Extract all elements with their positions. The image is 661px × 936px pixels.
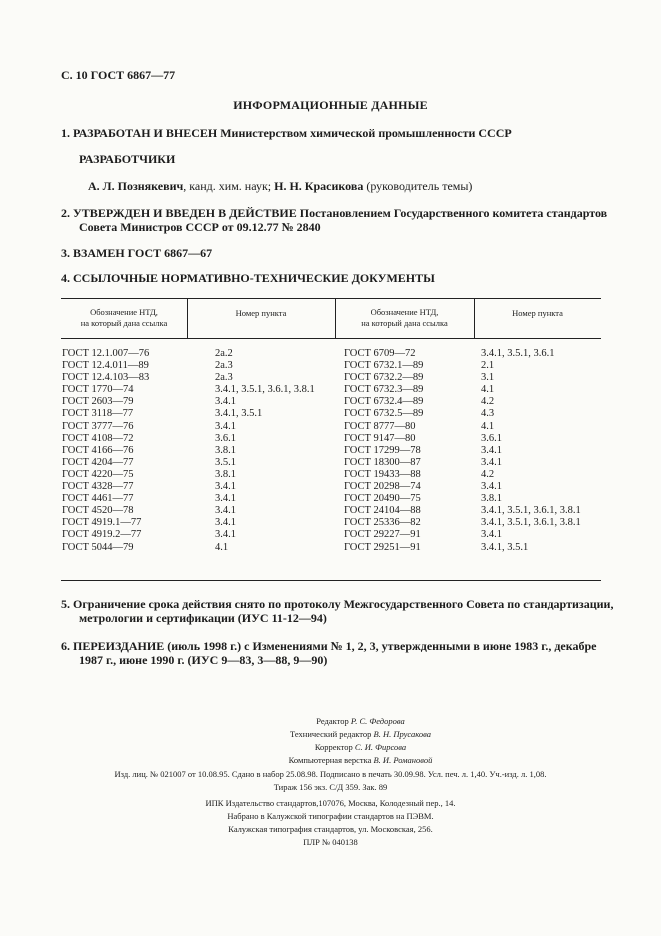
credit-layout-name: В. И. Романовой [373, 755, 433, 765]
table-cell-right-item: 3.6.1 [481, 432, 502, 444]
section-5-line1: 5. Ограничение срока действия снято по протоколу Межгосударственного Совета по стандартизации, [61, 597, 614, 611]
section-2-text: Постановлением Государственного комитета стандартов [296, 206, 608, 220]
header-doc-right [335, 307, 474, 329]
header-doc-right-line1: Обозначение НТД, [370, 307, 439, 317]
credit-corrector [0, 741, 661, 754]
table-cell-left-item: 3.4.1 [215, 493, 236, 505]
credit-corrector-name: С. И. Фирсова [354, 742, 407, 752]
section-3: 3. ВЗАМЕН ГОСТ 6867—67 [61, 246, 213, 260]
table-cell-left-item: 3.4.1 [215, 481, 236, 493]
table-cell-right-item: 3.4.1, 3.5.1 [481, 541, 529, 553]
table-cell-right-doc: ГОСТ 17299—78 [344, 444, 421, 456]
left-doc-column [62, 348, 149, 554]
table-cell-right-doc: ГОСТ 29227—91 [344, 529, 421, 541]
credit-editor-label: Редактор [316, 716, 351, 726]
table-cell-left-doc: ГОСТ 4328—77 [62, 481, 134, 493]
credit-corrector-label: Корректор [314, 742, 355, 752]
section-6-text: (июль 1998 г.) с Изменениями № 1, 2, 3, утвержденными в июне 1983 г., декабре [164, 639, 597, 653]
table-cell-right-doc: ГОСТ 6732.4—89 [344, 396, 424, 408]
header-doc-left-line1: Обозначение НТД, [90, 307, 158, 317]
table-cell-right-doc: ГОСТ 6709—72 [344, 348, 416, 359]
table-cell-right-doc: ГОСТ 6732.3—89 [344, 384, 424, 396]
table-cell-left-item: 3.4.1 [215, 529, 236, 541]
section-6-line1 [61, 639, 596, 654]
table-cell-left-doc: ГОСТ 4166—76 [62, 444, 134, 456]
table-cell-right-item: 4.2 [481, 468, 495, 480]
table-cell-left-doc: ГОСТ 5044—79 [62, 541, 134, 553]
table-cell-right-doc: ГОСТ 20298—74 [344, 481, 421, 493]
header-doc-left [61, 307, 187, 329]
table-cell-left-doc: ГОСТ 2603—79 [62, 396, 134, 408]
table-cell-left-item: 2а.2 [215, 348, 233, 359]
section-1-text: Министерством химической промышленности СССР [217, 126, 512, 140]
table-cell-left-doc: ГОСТ 4204—77 [62, 456, 134, 468]
table-cell-right-item: 3.4.1, 3.5.1, 3.6.1, 3.8.1 [481, 505, 581, 517]
section-2-line2: Совета Министров СССР от 09.12.77 № 2840 [79, 220, 321, 234]
table-top-rule [61, 298, 601, 299]
table-cell-left-item: 3.4.1 [215, 396, 236, 408]
table-cell-right-item: 3.4.1 [481, 456, 502, 468]
table-cell-left-item: 2а.3 [215, 372, 233, 384]
header-item-left: Номер пункта [235, 308, 287, 318]
imprint-line2: Тираж 156 экз. С/Д 359. Зак. 89 [273, 782, 388, 792]
table-cell-right-doc: ГОСТ 8777—80 [344, 420, 416, 432]
table-cell-left-item: 3.8.1 [215, 444, 236, 456]
table-cell-right-item: 3.4.1 [481, 444, 502, 456]
table-cell-right-item: 4.3 [481, 408, 495, 420]
table-cell-left-doc: ГОСТ 12.1.007—76 [62, 348, 150, 359]
left-item-column [215, 348, 315, 554]
credit-editor [0, 715, 661, 728]
credit-tech-editor [0, 728, 661, 741]
table-header-rule [61, 338, 601, 339]
table-cell-right-item: 3.8.1 [481, 493, 502, 505]
table-cell-left-doc: ГОСТ 3118—77 [62, 408, 134, 420]
credit-tech-label: Технический редактор [290, 729, 374, 739]
table-cell-right-item: 3.4.1, 3.5.1, 3.6.1 [481, 348, 555, 359]
table-cell-left-doc: ГОСТ 4919.1—77 [62, 517, 142, 529]
table-cell-left-item: 3.4.1 [215, 420, 236, 432]
developers-heading: РАЗРАБОТЧИКИ [79, 152, 176, 166]
credit-editor-name: Р. С. Федорова [350, 716, 405, 726]
table-cell-right-doc: ГОСТ 6732.1—89 [344, 360, 424, 372]
table-cell-right-item: 3.4.1 [481, 529, 502, 541]
table-cell-left-doc: ГОСТ 4461—77 [62, 493, 134, 505]
table-cell-left-item: 3.4.1 [215, 505, 236, 517]
table-cell-right-doc: ГОСТ 24104—88 [344, 505, 421, 517]
header-item-right: Номер пункта [512, 308, 563, 318]
table-cell-left-item: 3.4.1, 3.5.1 [215, 408, 263, 420]
section-2-line1 [61, 206, 607, 221]
table-cell-left-doc: ГОСТ 3777—76 [62, 420, 134, 432]
table-cell-left-item: 2а.3 [215, 360, 233, 372]
table-cell-right-item: 3.4.1 [481, 481, 502, 493]
header-doc-left-line2: на который дана ссылка [80, 318, 168, 328]
table-cell-right-doc: ГОСТ 18300—87 [344, 456, 421, 468]
table-cell-right-item: 3.4.1, 3.5.1, 3.6.1, 3.8.1 [481, 517, 581, 529]
publisher-line2: Набрано в Калужской типографии стандартов на ПЭВМ. [227, 811, 434, 821]
developer-name-1: А. Л. Познякевич [88, 179, 184, 193]
developers-line [88, 179, 472, 194]
table-cell-left-item: 3.8.1 [215, 468, 236, 480]
page-header: С. 10 ГОСТ 6867—77 [61, 68, 176, 82]
table-cell-left-doc: ГОСТ 1770—74 [62, 384, 134, 396]
imprint-line1: Изд. лиц. № 021007 от 10.08.95. Сдано в набор 25.08.98. Подписано в печать 30.09.98. Усл. печ. л. 1,40. Уч.-изд. л. 1,08. [114, 769, 547, 779]
table-cell-right-doc: ГОСТ 6732.5—89 [344, 408, 424, 420]
section-5-line2: метрологии и сертификации (ИУС 11-12—94) [79, 611, 327, 625]
publisher-line4: ПЛР № 040138 [303, 837, 358, 847]
page-title: ИНФОРМАЦИОННЫЕ ДАННЫЕ [233, 98, 428, 112]
table-cell-left-doc: ГОСТ 4108—72 [62, 432, 134, 444]
publisher-line1: ИПК Издательство стандартов,107076, Москва, Колодезный пер., 14. [205, 798, 456, 808]
table-cell-right-doc: ГОСТ 9147—80 [344, 432, 416, 444]
table-cell-left-doc: ГОСТ 4919.2—77 [62, 529, 142, 541]
table-cell-right-item: 4.2 [481, 396, 495, 408]
section-2-label: 2. УТВЕРЖДЕН И ВВЕДЕН В ДЕЙСТВИЕ [61, 206, 297, 220]
header-doc-right-line2: на который дана ссылка [361, 318, 448, 328]
table-cell-right-doc: ГОСТ 20490—75 [344, 493, 421, 505]
section-6-line2: 1987 г., июне 1990 г. (ИУС 9—83, 3—88, 9—90) [79, 653, 328, 667]
right-item-column [481, 348, 581, 554]
credit-tech-name: В. Н. Прусакова [373, 729, 431, 739]
table-cell-left-item: 3.4.1, 3.5.1, 3.6.1, 3.8.1 [215, 384, 315, 396]
table-cell-left-doc: ГОСТ 12.4.011—89 [62, 360, 149, 372]
table-cell-left-item: 3.4.1 [215, 517, 236, 529]
section-4-heading: 4. ССЫЛОЧНЫЕ НОРМАТИВНО-ТЕХНИЧЕСКИЕ ДОКУМЕНТЫ [61, 271, 435, 285]
table-cell-right-item: 4.1 [481, 420, 495, 432]
table-cell-left-item: 4.1 [215, 541, 229, 553]
table-cell-left-item: 3.5.1 [215, 456, 236, 468]
section-6-label: 6. ПЕРЕИЗДАНИЕ [61, 639, 165, 653]
section-1-label: 1. РАЗРАБОТАН И ВНЕСЕН [61, 126, 218, 140]
table-cell-right-doc: ГОСТ 19433—88 [344, 468, 421, 480]
developer-name-2: Н. Н. Красикова [274, 179, 364, 193]
credits-block [0, 715, 661, 767]
table-cell-right-doc: ГОСТ 25336—82 [344, 517, 421, 529]
table-cell-right-item: 2.1 [481, 360, 495, 372]
right-doc-column [344, 348, 423, 554]
credit-layout [0, 754, 661, 767]
table-cell-right-item: 3.1 [481, 372, 495, 384]
section-1 [61, 126, 512, 141]
table-cell-left-item: 3.6.1 [215, 432, 236, 444]
table-cell-left-doc: ГОСТ 4220—75 [62, 468, 134, 480]
table-cell-right-doc: ГОСТ 6732.2—89 [344, 372, 424, 384]
table-cell-left-doc: ГОСТ 12.4.103—83 [62, 372, 150, 384]
table-cell-right-doc: ГОСТ 29251—91 [344, 541, 421, 553]
credit-layout-label: Компьютерная верстка [288, 755, 374, 765]
table-cell-left-doc: ГОСТ 4520—78 [62, 505, 134, 517]
table-bottom-rule [61, 580, 601, 581]
developer-details-1: , канд. хим. наук; [183, 179, 275, 193]
developer-details-2: (руководитель темы) [363, 179, 473, 193]
publisher-line3: Калужская типография стандартов, ул. Московская, 256. [228, 824, 433, 834]
table-cell-right-item: 4.1 [481, 384, 495, 396]
